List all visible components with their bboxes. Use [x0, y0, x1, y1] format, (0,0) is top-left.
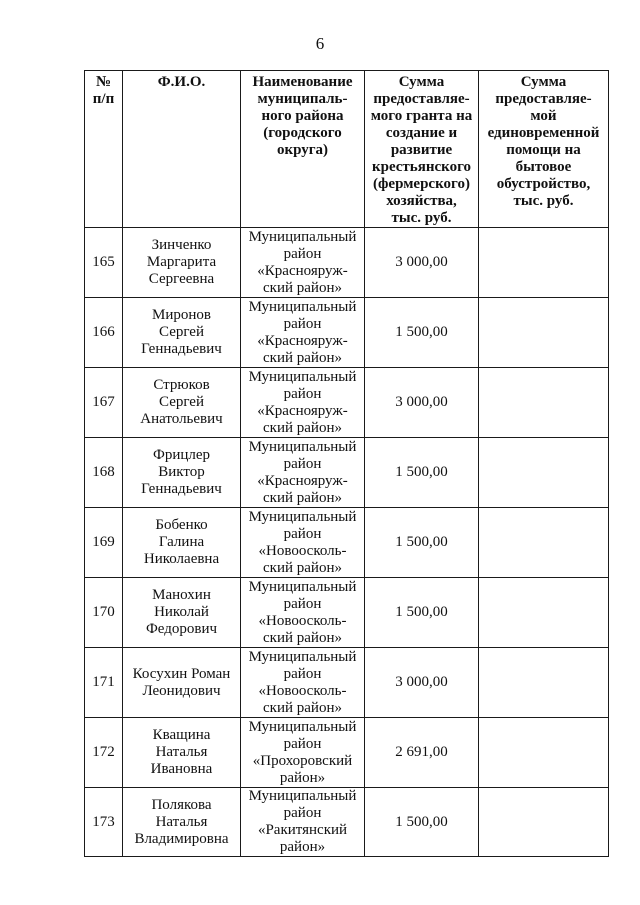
district-line: «Прохоровский [252, 752, 353, 769]
aid-amount [479, 648, 609, 718]
table-row [85, 578, 609, 648]
district-line: Муниципальный [248, 718, 357, 735]
table-row [85, 438, 609, 508]
district-name [241, 438, 365, 508]
district-name [241, 298, 365, 368]
row-number: 171 [85, 648, 123, 718]
header-district [241, 71, 365, 228]
grant-amount: 2 691,00 [365, 718, 479, 788]
district-name [241, 648, 365, 718]
header-line: Сумма [520, 74, 567, 90]
recipient-name [123, 508, 241, 578]
district-line: район [283, 455, 322, 472]
aid-amount [479, 788, 609, 857]
header-line: муниципаль- [257, 91, 348, 107]
header-grant-amount [365, 71, 479, 228]
district-line: район [283, 805, 322, 821]
table-row [85, 788, 609, 857]
header-line: предоставляе- [495, 91, 592, 107]
district-name [241, 578, 365, 648]
page-number: 6 [315, 34, 325, 53]
header-number [85, 71, 123, 228]
row-number: 173 [85, 788, 123, 857]
district-line: район [283, 245, 322, 262]
aid-amount [479, 718, 609, 788]
grant-amount: 1 500,00 [365, 298, 479, 368]
row-number: 167 [85, 368, 123, 438]
district-line: ский район» [263, 489, 342, 506]
name-line: Геннадьевич [141, 341, 222, 357]
header-full-name [123, 71, 241, 228]
grant-amount: 1 500,00 [365, 438, 479, 508]
name-line: Геннадьевич [141, 481, 222, 497]
grant-amount: 3 000,00 [365, 228, 479, 298]
district-line: ский район» [263, 419, 342, 436]
district-line: Муниципальный [248, 508, 357, 525]
district-line: район [283, 735, 322, 752]
aid-amount [479, 368, 609, 438]
name-line: Федорович [145, 621, 218, 637]
name-line: Наталья [155, 813, 208, 830]
header-line: предоставляе- [373, 91, 470, 107]
header-line: округа) [276, 142, 329, 158]
district-line: район [283, 315, 322, 332]
table-row [85, 298, 609, 368]
recipient-name [123, 578, 241, 648]
name-line: Виктор [158, 464, 205, 480]
grants-table [84, 70, 609, 857]
grant-amount: 3 000,00 [365, 368, 479, 438]
district-line: Муниципальный [248, 788, 357, 804]
table-row [85, 508, 609, 578]
district-line: район [283, 525, 322, 542]
name-line: Полякова [151, 796, 212, 813]
grant-amount: 3 000,00 [365, 648, 479, 718]
row-number: 165 [85, 228, 123, 298]
district-line: «Краснояруж- [257, 402, 348, 419]
district-line: «Краснояруж- [257, 262, 348, 279]
table-header-row [85, 71, 609, 228]
aid-amount [479, 228, 609, 298]
district-line: «Краснояруж- [257, 472, 348, 489]
row-number: 166 [85, 298, 123, 368]
header-line: тыс. руб. [391, 210, 452, 226]
name-line: Зинченко [151, 237, 212, 253]
district-line: район» [279, 769, 326, 786]
header-line: № [95, 74, 112, 90]
header-line: мого гранта на [370, 108, 473, 124]
aid-amount [479, 578, 609, 648]
name-line: Маргарита [146, 254, 217, 270]
header-line: ного района [261, 108, 344, 124]
name-line: Ивановна [150, 761, 213, 777]
district-line: «Новоосколь- [258, 612, 347, 629]
district-line: Муниципальный [248, 228, 357, 245]
name-line: Леонидович [142, 682, 221, 699]
recipient-name [123, 718, 241, 788]
name-line: Стрюков [153, 377, 210, 393]
header-aid-amount [479, 71, 609, 228]
header-line: (фермерского) [373, 176, 470, 192]
header-line: п/п [92, 91, 115, 107]
row-number: 169 [85, 508, 123, 578]
table-row [85, 368, 609, 438]
header-line: единовременной [487, 125, 600, 141]
recipient-name [123, 228, 241, 298]
name-line: Кващина [152, 727, 211, 743]
district-line: район [283, 665, 322, 682]
grant-amount: 1 500,00 [365, 788, 479, 857]
district-line: «Краснояруж- [257, 332, 348, 349]
name-line: Наталья [155, 744, 208, 760]
district-line: Муниципальный [248, 368, 357, 385]
row-number: 170 [85, 578, 123, 648]
district-line: «Ракитянский [257, 822, 348, 838]
recipient-name [123, 438, 241, 508]
recipient-name [123, 298, 241, 368]
header-line: развитие [390, 142, 453, 158]
district-line: Муниципальный [248, 648, 357, 665]
header-line: крестьянского [371, 159, 472, 175]
header-line: мой [530, 108, 557, 124]
name-line: Фрицлер [152, 447, 211, 463]
district-name [241, 368, 365, 438]
header-line: создание и [385, 125, 458, 141]
name-line: Сергеевна [148, 271, 215, 287]
recipient-name [123, 788, 241, 857]
header-line: бытовое [515, 159, 572, 175]
name-line: Миронов [152, 307, 211, 323]
table-row [85, 718, 609, 788]
district-line: Муниципальный [248, 298, 357, 315]
header-line: помощи на [506, 142, 581, 158]
header-line: Сумма [398, 74, 445, 90]
grant-amount: 1 500,00 [365, 508, 479, 578]
district-line: район» [279, 839, 326, 855]
district-name [241, 718, 365, 788]
header-line: хозяйства, [386, 193, 457, 209]
aid-amount [479, 508, 609, 578]
name-line: Сергей [159, 324, 204, 340]
aid-amount [479, 298, 609, 368]
district-line: ский район» [263, 699, 342, 716]
recipient-name [123, 368, 241, 438]
name-line: Николай [154, 604, 209, 620]
header-line: обустройство, [496, 176, 591, 192]
header-line: Ф.И.О. [157, 74, 206, 90]
district-line: Муниципальный [248, 438, 357, 455]
aid-amount [479, 438, 609, 508]
district-line: Муниципальный [248, 578, 357, 595]
name-line: Косухин Роман [132, 665, 231, 682]
district-name [241, 788, 365, 857]
table-row [85, 648, 609, 718]
recipient-name [123, 648, 241, 718]
header-line: (городского [263, 125, 342, 141]
district-line: ский район» [263, 629, 342, 646]
name-line: Бобенко [155, 517, 208, 533]
district-line: ский район» [263, 279, 342, 296]
table-row [85, 228, 609, 298]
row-number: 172 [85, 718, 123, 788]
name-line: Галина [158, 534, 205, 550]
name-line: Владимировна [134, 830, 229, 847]
district-line: «Новоосколь- [258, 542, 347, 559]
district-line: «Новоосколь- [258, 682, 347, 699]
name-line: Манохин [152, 587, 211, 603]
district-line: район [283, 385, 322, 402]
grant-amount: 1 500,00 [365, 578, 479, 648]
district-name [241, 508, 365, 578]
name-line: Николаевна [143, 551, 220, 567]
district-line: ский район» [263, 559, 342, 576]
name-line: Анатольевич [140, 411, 223, 427]
header-line: Наименование [252, 74, 353, 90]
district-name [241, 228, 365, 298]
district-line: ский район» [263, 349, 342, 366]
row-number: 168 [85, 438, 123, 508]
name-line: Сергей [159, 394, 204, 410]
header-line: тыс. руб. [513, 193, 574, 209]
district-line: район [283, 595, 322, 612]
